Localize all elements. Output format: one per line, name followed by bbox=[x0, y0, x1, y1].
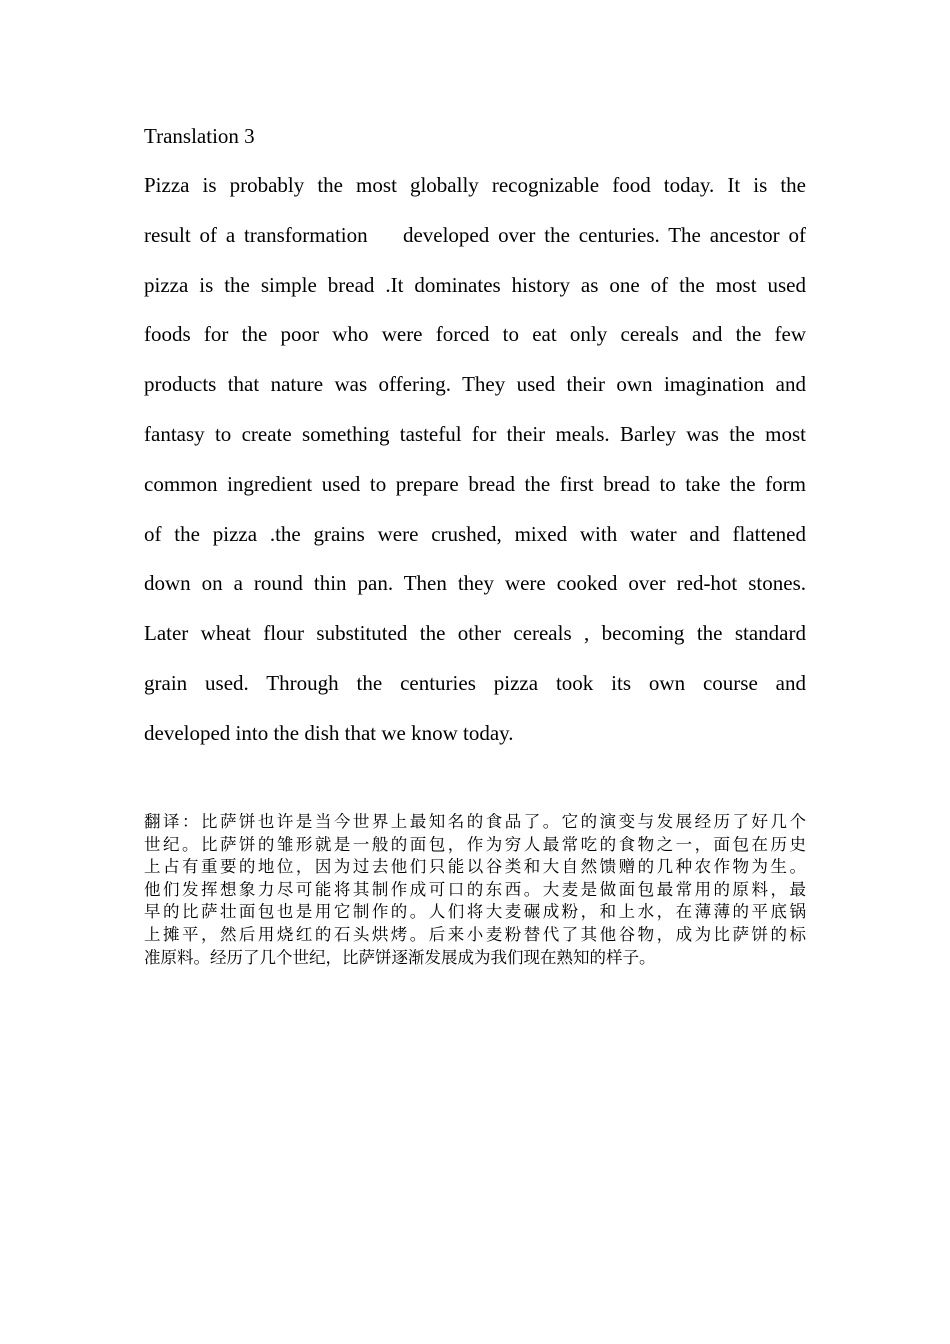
english-line: grain used. Through the centuries pizza took its own course and bbox=[144, 670, 806, 695]
chinese-line: 翻译：比萨饼也许是当今世界上最知名的食品了。它的演变与发展经历了好几个 bbox=[144, 812, 806, 831]
document-title: Translation 3 bbox=[144, 124, 255, 148]
english-line: Later wheat flour substituted the other cereals , becoming the standard bbox=[144, 621, 806, 646]
chinese-line: 他们发挥想象力尽可能将其制作成可口的东西。大麦是做面包最常用的原料，最 bbox=[144, 879, 806, 899]
english-line: Pizza is probably the most globally recognizable food today. It is the bbox=[144, 173, 806, 197]
english-line: common ingredient used to prepare bread the first bread to take the form bbox=[144, 471, 806, 496]
chinese-line: 上占有重要的地位，因为过去他们只能以谷类和大自然馈赠的几种农作物为生。 bbox=[144, 857, 806, 877]
chinese-translation-paragraph bbox=[144, 811, 806, 969]
chinese-line: 早的比萨壮面包也是用它制作的。人们将大麦碾成粉，和上水，在薄薄的平底锅 bbox=[144, 902, 806, 922]
english-paragraph bbox=[144, 161, 806, 759]
english-line: products that nature was offering. They used their own imagination and bbox=[144, 372, 806, 397]
chinese-line-last: 准原料。经历了几个世纪，比萨饼逐渐发展成为我们现在熟知的样子。 bbox=[144, 947, 656, 967]
english-line: down on a round thin pan. Then they were cooked over red-hot stones. bbox=[144, 571, 806, 596]
english-line: fantasy to create something tasteful for their meals. Barley was the most bbox=[144, 421, 806, 446]
english-line: of the pizza .the grains were crushed, mixed with water and flattened bbox=[144, 521, 806, 546]
english-line: result of a transformation developed over the centuries. The ancestor of bbox=[144, 222, 806, 247]
english-line-last: developed into the dish that we know today. bbox=[144, 720, 514, 745]
chinese-line: 世纪。比萨饼的雏形就是一般的面包，作为穷人最常吃的食物之一，面包在历史 bbox=[144, 834, 806, 854]
english-line: foods for the poor who were forced to eat only cereals and the few bbox=[144, 322, 806, 347]
english-line: pizza is the simple bread .It dominates history as one of the most used bbox=[144, 272, 806, 297]
chinese-line: 上摊平，然后用烧红的石头烘烤。后来小麦粉替代了其他谷物，成为比萨饼的标 bbox=[144, 924, 806, 944]
